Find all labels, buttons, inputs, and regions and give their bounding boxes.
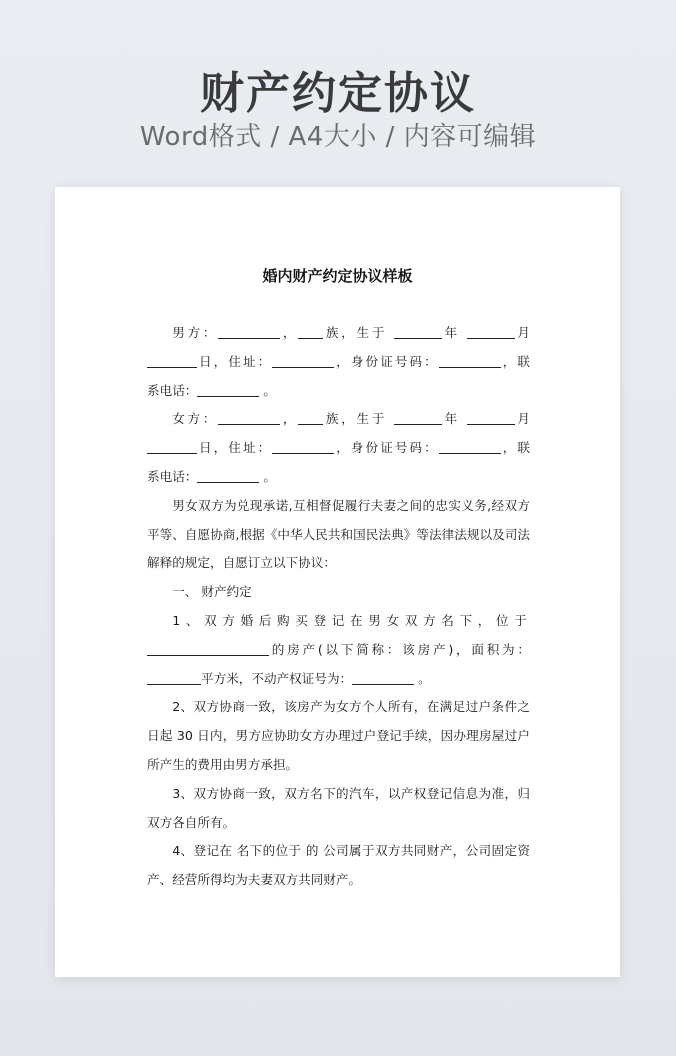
clause-1-text: 1、双方婚后购买登记在男女双方名下，位于 [172, 612, 530, 628]
male-party-line-1 [147, 319, 530, 348]
male-year-label: 年 [441, 325, 460, 340]
male-month-blank[interactable] [467, 324, 515, 339]
male-party-line-3 [147, 377, 530, 406]
clause-1-line-2 [147, 636, 530, 665]
male-ethnicity-blank[interactable] [298, 324, 323, 339]
clause-1-house-text: 的房产(以下简称：该房产)，面积为： [269, 641, 530, 657]
clause-1-line-3 [147, 665, 530, 694]
male-address-label: 日，住址： [197, 353, 273, 369]
female-party-line-1 [147, 405, 530, 434]
house-location-blank[interactable] [147, 641, 269, 656]
female-month-label: 月 [514, 411, 531, 427]
male-comma: ， [280, 325, 299, 340]
male-end: 。 [263, 382, 276, 398]
clause-1-line-1 [147, 607, 530, 636]
male-address-blank[interactable] [272, 353, 334, 368]
female-party-line-2 [147, 434, 530, 463]
female-day-blank[interactable] [147, 439, 197, 454]
male-id-blank[interactable] [439, 353, 501, 368]
female-id-blank[interactable] [439, 439, 501, 454]
female-ethnicity-blank[interactable] [298, 410, 323, 425]
male-phone-label: 系电话： [147, 382, 198, 398]
clause-2-paragraph: 2、双方协商一致，该房产为女方个人所有，在满足过户条件之日起 30 日内，男方应协助女方办理过户登记手续，因办理房屋过户所产生的费用由男方承担。 [147, 699, 530, 772]
clause-1-end: 。 [418, 670, 431, 686]
female-address-blank[interactable] [272, 439, 334, 454]
female-address-label: 日，住址： [197, 440, 273, 456]
female-label: 女方： [172, 411, 219, 427]
female-month-blank[interactable] [467, 410, 515, 425]
section-1-title: 一、 财产约定 [172, 584, 252, 600]
female-year-label: 年 [441, 411, 460, 427]
female-end: 。 [263, 468, 276, 484]
female-phone-blank[interactable] [197, 468, 259, 483]
male-month-label: 月 [514, 325, 531, 340]
female-ethnicity-label: 族，生于 [323, 411, 388, 427]
male-id-label: ，身份证号码： [334, 353, 439, 369]
female-name-blank[interactable] [218, 410, 280, 425]
female-contact-label: ，联 [500, 440, 531, 456]
preamble-paragraph: 男女双方为兑现承诺,互相督促履行夫妻之间的忠实义务,经双方平等、自愿协商,根据《中华人民共和国民法典》等法律法规以及司法解释的规定，自愿订立以下协议： [147, 497, 530, 571]
female-id-label: ，身份证号码： [334, 440, 439, 456]
document-page [55, 187, 620, 977]
hero-title: 财产约定协议 [200, 68, 476, 119]
clause-4-paragraph: 4、登记在 名下的位于 的 公司属于双方共同财产，公司固定资产、经营所得均为夫妻双方共同财产。 [147, 843, 530, 888]
male-ethnicity-label: 族，生于 [323, 325, 388, 340]
male-party-line-2 [147, 348, 530, 377]
clause-1-area-text: 平方米，不动产权证号为： [201, 670, 353, 686]
clause-3-paragraph: 3、双方协商一致，双方名下的汽车，以产权登记信息为准，归双方各自所有。 [147, 785, 530, 830]
female-year-blank[interactable] [394, 410, 442, 425]
area-blank[interactable] [147, 670, 201, 685]
male-name-blank[interactable] [218, 324, 280, 339]
male-day-blank[interactable] [147, 353, 197, 368]
female-phone-label: 系电话： [147, 468, 198, 484]
cert-number-blank[interactable] [352, 670, 414, 685]
male-label: 男方： [172, 325, 219, 340]
male-phone-blank[interactable] [197, 382, 259, 397]
male-contact-label: ，联 [500, 353, 531, 369]
female-party-line-3 [147, 463, 530, 492]
hero-subtitle: Word格式 / A4大小 / 内容可编辑 [139, 122, 537, 152]
male-year-blank[interactable] [394, 324, 442, 339]
document-title: 婚内财产约定协议样板 [262, 267, 413, 285]
document-body [147, 319, 530, 895]
female-comma: ， [280, 411, 299, 427]
